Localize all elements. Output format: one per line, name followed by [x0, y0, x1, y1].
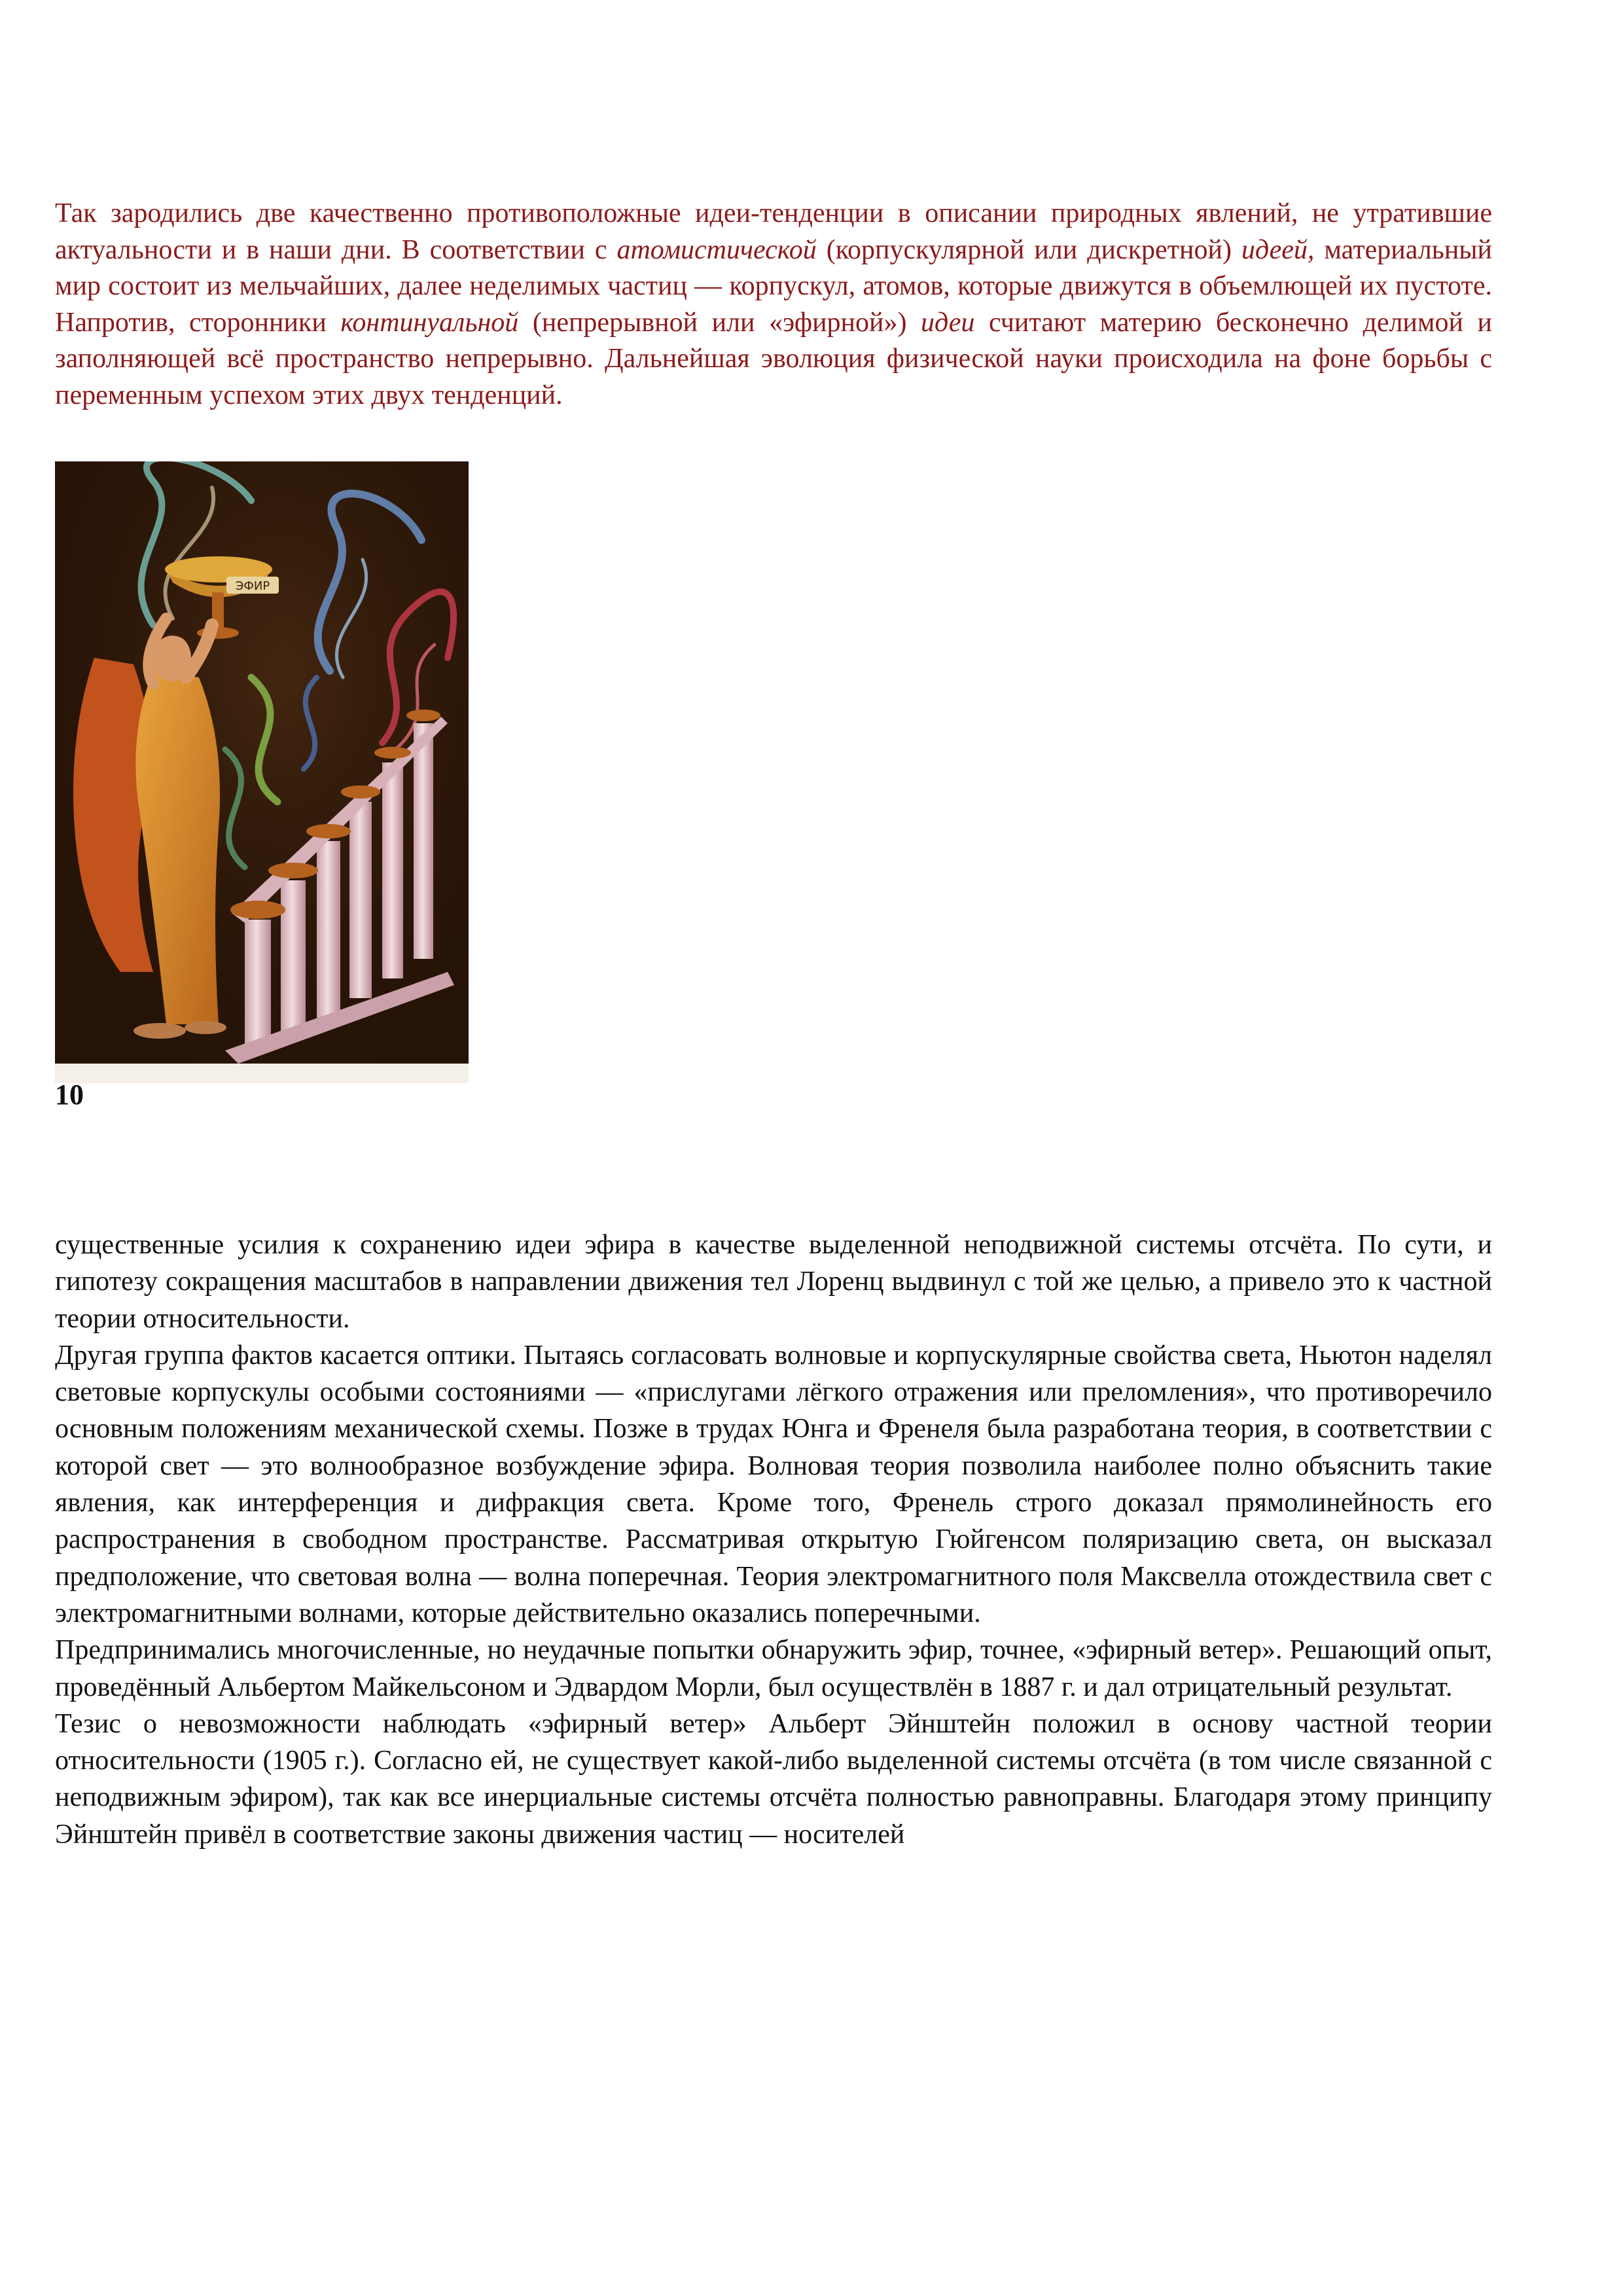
- body-text: [55, 1227, 1492, 1853]
- body-paragraph: Другая группа фактов касается оптики. Пытаясь согласовать волновые и корпускулярные свойства света, Ньютон наделял световые корпускулы особыми состояниями — «прислугами лёгкого отражения или преломления», что противоречило основным положениям механической схемы. Позже в трудах Юнга и Френеля была разработана теория, в соответствии с которой свет — это волнообразное возбуждение эфира. Волновая теория позволила наиболее полно объяснить такие явления, как интерференция и дифракция света. Кроме того, Френель строго доказал прямолинейность его распространения в свободном пространстве. Рассматривая открытую Гюйгенсом поляризацию света, он высказал предположение, что световая волна — волна поперечная. Теория электромагнитного поля Максвелла отождествила свет с электромагнитными волнами, которые действительно оказались поперечными.: [55, 1340, 1492, 1628]
- intro-text-5: считают материю бесконечно делимой и заполняющей всё пространство непрерывно. Дальнейшая эволюция физической науки происходила на фоне борьбы с переменным успехом этих двух тенденций.: [55, 307, 1492, 410]
- atomistic-term: атомистической: [616, 234, 817, 265]
- illustration-svg: [55, 461, 469, 1083]
- intro-text-3: материальный мир состоит из мельчайших, далее неделимых частиц — корпускул, атомов, которые движутся в объемлющей их пустоте. Напротив, сторонники: [55, 234, 1492, 338]
- continual-term: континуальной: [340, 307, 519, 338]
- body-paragraph: существенные усилия к сохранению идеи эфира в качестве выделенной неподвижной системы отсчёта. По сути, и гипотезу сокращения масштабов в направлении движения тел Лоренц выдвинул с той же целью, а привело это к частной теории относительности.: [55, 1230, 1492, 1334]
- idea-term-1: идеей,: [1241, 234, 1315, 265]
- intro-text-1: Так зародились две качественно противоположные идеи-тенденции в описании природных явлений, не утратившие актуальности и в наши дни. В соответствии с: [55, 198, 1492, 265]
- idea-term-2: идеи: [921, 307, 975, 338]
- intro-text-4: (непрерывной или «эфирной»): [518, 307, 921, 338]
- page-number: 10: [55, 1079, 84, 1111]
- body-paragraph: Тезис о невозможности наблюдать «эфирный ветер» Альберт Эйнштейн положил в основу частной теории относительности (1905 г.). Согласно ей, не существует какой-либо выделенной системы отсчёта (в том числе связанной с неподвижным эфиром), так как все инерциальные системы отсчёта полностью равноправны. Благодаря этому принципу Эйнштейн привёл в соответствие законы движения частиц — носителей: [55, 1708, 1492, 1850]
- intro-text-2: (корпускулярной или дискретной): [816, 234, 1241, 265]
- intro-paragraph: [55, 196, 1492, 414]
- illustration-ether-allegory: [55, 461, 469, 1083]
- body-paragraph: Предпринимались многочисленные, но неудачные попытки обнаружить эфир, точнее, «эфирный ветер». Решающий опыт, проведённый Альбертом Майкельсоном и Эдвардом Морли, был осуществлён в 1887 г. и дал отрицательный результат.: [55, 1635, 1492, 1702]
- chalice-label: ЭФИР: [235, 579, 270, 593]
